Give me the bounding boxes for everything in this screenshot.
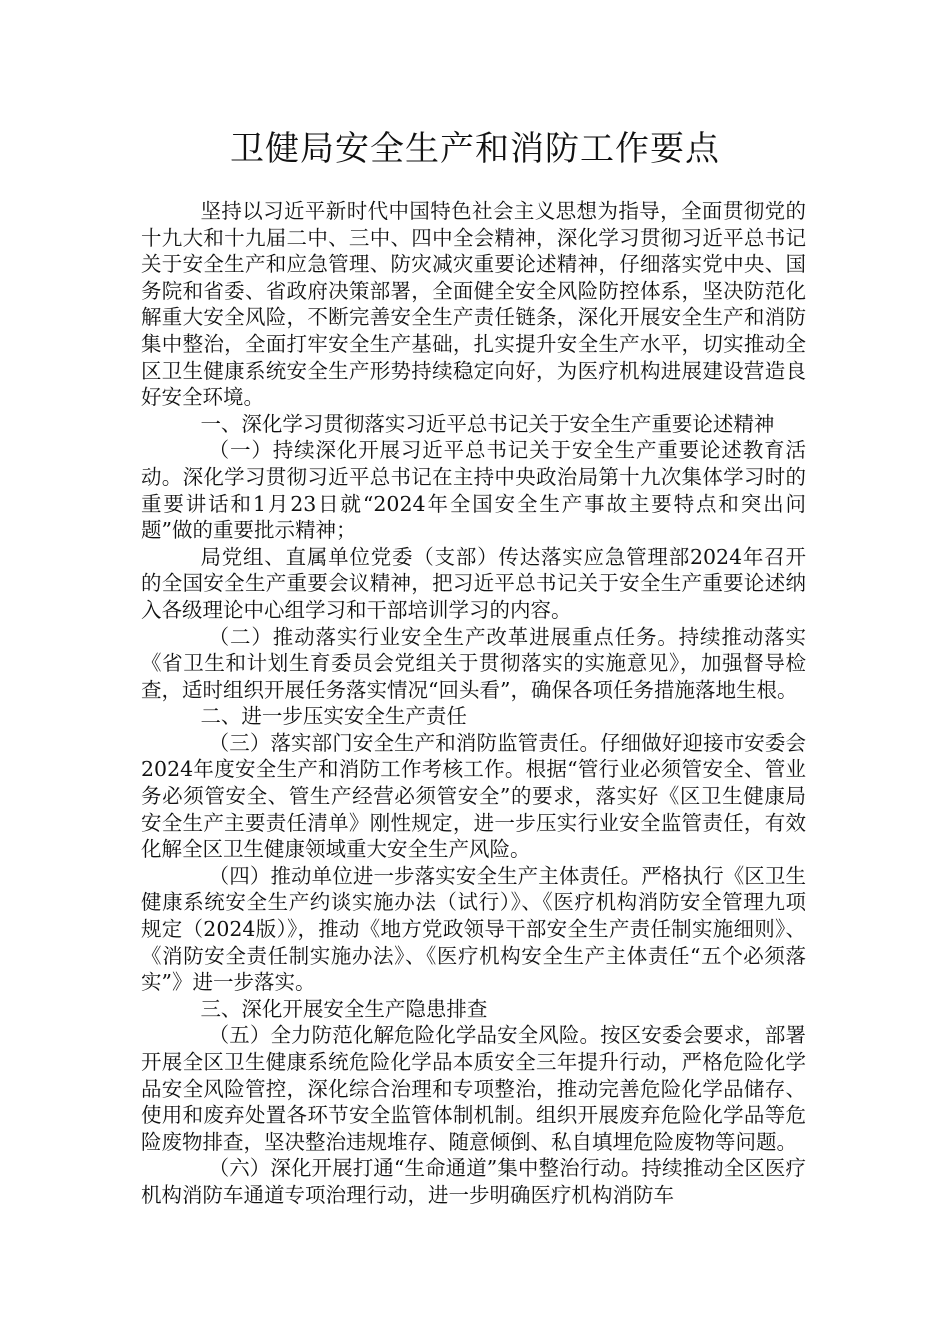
section-heading-1: 一、深化学习贯彻落实习近平总书记关于安全生产重要论述精神	[200, 411, 775, 436]
item-paragraph-4: （四）推动单位进一步落实安全生产主体责任。严格执行《区卫生健康系统安全生产约谈实施办法（试行）》、《医疗机构消防安全管理九项规定（2024版）》，推动《地方党政领导干部安全生产责任制实施细则》、《消防安全责任制实施办法》、《医疗机构安全生产主体责任“五个必须落实”》进一步落实。	[141, 863, 806, 995]
item-paragraph-5: （五）全力防范化解危险化学品安全风险。按区安委会要求，部署开展全区卫生健康系统危险化学品本质安全三年提升行动，严格危险化学品安全风险管控，深化综合治理和专项整治，推动完善危险化学品储存、使用和废弃处置各环节安全监管体制机制。组织开展废弃危险化学品等危险废物排查，坚决整治违规堆存、随意倾倒、私自填埋危险废物等问题。	[141, 1023, 806, 1154]
document-title: 卫健局安全生产和消防工作要点	[230, 129, 720, 169]
body-paragraph: 局党组、直属单位党委（支部）传达落实应急管理部2024年召开的全国安全生产重要会议精神，把习近平总书记关于安全生产重要论述纳入各级理论中心组学习和干部培训学习的内容。	[141, 544, 806, 622]
document-body	[141, 198, 806, 1209]
intro-paragraph: 坚持以习近平新时代中国特色社会主义思想为指导，全面贯彻党的十九大和十九届二中、三中、四中全会精神，深化学习贯彻习近平总书记关于安全生产和应急管理、防灾减灾重要论述精神，仔细落实党中央、国务院和省委、省政府决策部署，全面健全安全风险防控体系，坚决防范化解重大安全风险，不断完善安全生产责任链条，深化开展安全生产和消防集中整治，全面打牢安全生产基础，扎实提升安全生产水平，切实推动全区卫生健康系统安全生产形势持续稳定向好，为医疗机构进展建设营造良好安全环境。	[141, 199, 806, 410]
item-paragraph-1: （一）持续深化开展习近平总书记关于安全生产重要论述教育活动。深化学习贯彻习近平总书记在主持中央政治局第十九次集体学习时的重要讲话和1月23日就“2024年全国安全生产事故主要特点和突出问题”做的重要批示精神；	[141, 438, 806, 543]
section-heading-3: 三、深化开展安全生产隐患排查	[200, 996, 488, 1021]
item-paragraph-2: （二）推动落实行业安全生产改革进展重点任务。持续推动落实《省卫生和计划生育委员会党组关于贯彻落实的实施意见》，加强督导检查，适时组织开展任务落实情况“回头看”，确保各项任务措施落地生根。	[141, 624, 806, 702]
section-heading-2: 二、进一步压实安全生产责任	[200, 704, 467, 729]
item-paragraph-3: （三）落实部门安全生产和消防监管责任。仔细做好迎接市安委会2024年度安全生产和消防工作考核工作。根据“管行业必须管安全、管业务必须管安全、管生产经营必须管安全”的要求，落实好《区卫生健康局安全生产主要责任清单》刚性规定，进一步压实行业安全监管责任，有效化解全区卫生健康领域重大安全生产风险。	[141, 730, 806, 862]
item-paragraph-6: （六）深化开展打通“生命通道”集中整治行动。持续推动全区医疗机构消防车通道专项治理行动，进一步明确医疗机构消防车	[141, 1156, 806, 1207]
